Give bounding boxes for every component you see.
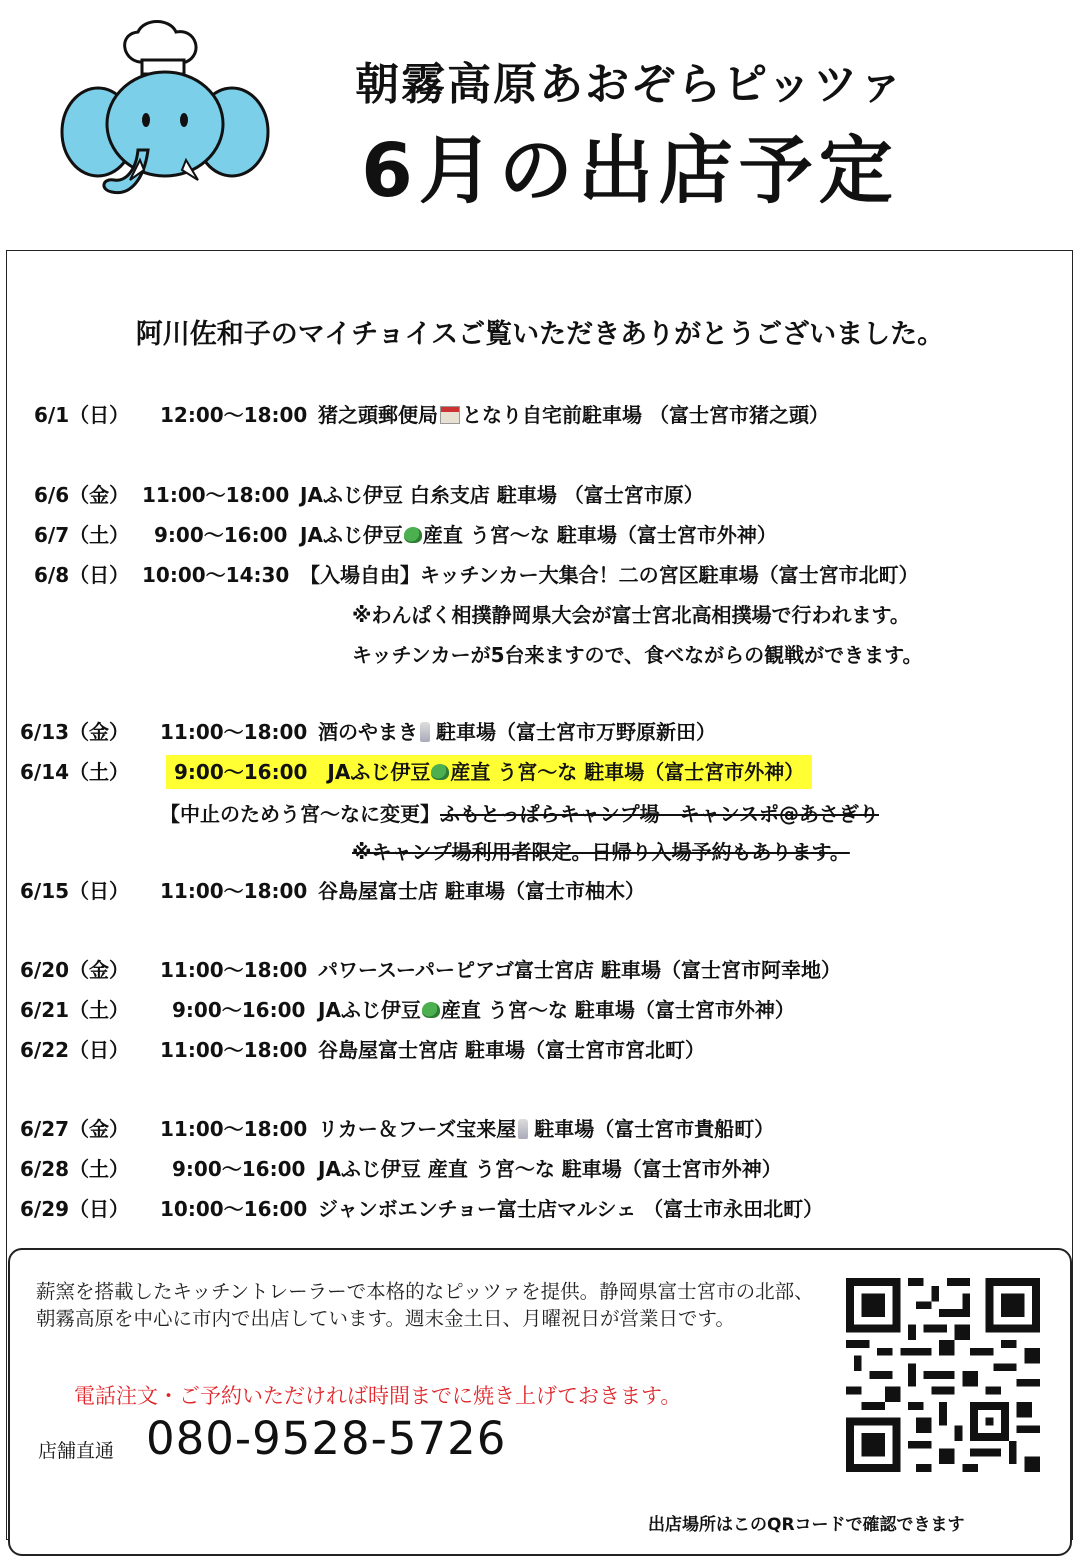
phone-label: 店舗直通	[38, 1440, 115, 1462]
broccoli-icon	[404, 527, 422, 543]
schedule-time: 10:00〜16:00	[160, 1197, 308, 1221]
schedule-place: リカー＆フーズ宝来屋 駐車場（富士宮市貴船町）	[318, 1117, 775, 1141]
schedule-place: 谷島屋富士店 駐車場（富士市柚木）	[318, 879, 645, 903]
schedule-time: 11:00〜18:00	[160, 879, 308, 903]
change-note: 【中止のためう宮〜なに変更】ふもとっぱらキャンプ場 キャンスポ@あさぎり	[160, 802, 879, 826]
schedule-date: 6/21（土）	[20, 998, 130, 1022]
schedule-time: 9:00〜16:00	[172, 998, 306, 1022]
schedule-date: 6/29（日）	[20, 1197, 130, 1221]
schedule-date: 6/8（日）	[34, 563, 130, 587]
schedule-time: 11:00〜18:00	[160, 958, 308, 982]
store-title: 朝霧高原あおぞらピッツァ	[355, 59, 905, 110]
schedule-date: 6/15（日）	[20, 879, 130, 903]
event-note: ※わんぱく相撲静岡県大会が富士宮北高相撲場で行われます。	[352, 603, 910, 627]
schedule-time: 11:00〜18:00	[142, 483, 290, 507]
qr-caption: 出店場所はこのQRコードで確認できます	[648, 1515, 965, 1535]
schedule-date: 6/7（土）	[34, 523, 130, 547]
schedule-place: JAふじ伊豆 産直 う宮〜な 駐車場（富士宮市外神）	[318, 998, 795, 1022]
schedule-place: ジャンボエンチョー富士店マルシェ （富士市永田北町）	[318, 1197, 824, 1221]
schedule-title: 6月の出店予定	[361, 128, 899, 214]
broccoli-icon	[422, 1002, 440, 1018]
schedule-place: 谷島屋富士宮店 駐車場（富士宮市宮北町）	[318, 1038, 705, 1062]
bottle-icon	[518, 1119, 528, 1139]
schedule-date: 6/28（土）	[20, 1157, 130, 1181]
schedule-place: 猪之頭郵便局 となり自宅前駐車場 （富士宮市猪之頭）	[318, 403, 829, 427]
bottle-icon	[420, 722, 430, 742]
schedule-place: JAふじ伊豆 産直 う宮〜な 駐車場（富士宮市外神）	[318, 1157, 782, 1181]
schedule-time: 11:00〜18:00	[160, 1117, 308, 1141]
post-office-icon	[440, 406, 460, 424]
qr-code[interactable]	[846, 1278, 1040, 1472]
schedule-date: 6/27（金）	[20, 1117, 130, 1141]
elephant-chef-logo	[60, 20, 270, 220]
schedule-place-highlighted: 9:00〜16:00 JAふじ伊豆 産直 う宮〜な 駐車場（富士宮市外神）	[166, 755, 812, 789]
schedule-date: 6/14（土）	[20, 760, 130, 784]
cancelled-note: ※キャンプ場利用者限定。日帰り入場予約もあります。	[352, 840, 850, 864]
schedule-place: 酒のやまき 駐車場（富士宮市万野原新田）	[318, 720, 716, 744]
shop-description: 薪窯を搭載したキッチントレーラーで本格的なピッツァを提供。静岡県富士宮市の北部、朝霧高原を中心に市内で出店しています。週末金土日、月曜祝日が営業日です。	[36, 1280, 814, 1330]
schedule-date: 6/6（金）	[34, 483, 130, 507]
schedule-date: 6/1（日）	[34, 403, 130, 427]
schedule-place: パワースーパーピアゴ富士宮店 駐車場（富士宮市阿幸地）	[318, 958, 841, 982]
schedule-time: 10:00〜14:30	[142, 563, 290, 587]
schedule-time: 9:00〜16:00	[154, 523, 288, 547]
schedule-place: 【入場自由】キッチンカー大集合！二の宮区駐車場（富士宮市北町）	[300, 563, 919, 587]
schedule-time: 11:00〜18:00	[160, 1038, 308, 1062]
schedule-place: JAふじ伊豆 白糸支店 駐車場 （富士宮市原）	[300, 483, 704, 507]
schedule-date: 6/20（金）	[20, 958, 130, 982]
schedule-date: 6/22（日）	[20, 1038, 130, 1062]
schedule-date: 6/13（金）	[20, 720, 130, 744]
order-note: 電話注文・ご予約いただければ時間までに焼き上げておきます。	[74, 1384, 682, 1408]
schedule-time: 12:00〜18:00	[160, 403, 308, 427]
schedule-time: 11:00〜18:00	[160, 720, 308, 744]
thanks-message: 阿川佐和子のマイチョイスご覧いただきありがとうございました。	[135, 319, 945, 350]
schedule-time: 9:00〜16:00	[172, 1157, 306, 1181]
phone-number[interactable]: 080-9528-5726	[146, 1412, 507, 1465]
cancelled-venue: ふもとっぱらキャンプ場 キャンスポ@あさぎり	[440, 802, 879, 826]
event-note: キッチンカーが5台来ますので、食べながらの観戦ができます。	[352, 643, 923, 667]
schedule-place: JAふじ伊豆 産直 う宮〜な 駐車場（富士宮市外神）	[300, 523, 777, 547]
broccoli-icon	[431, 764, 449, 780]
